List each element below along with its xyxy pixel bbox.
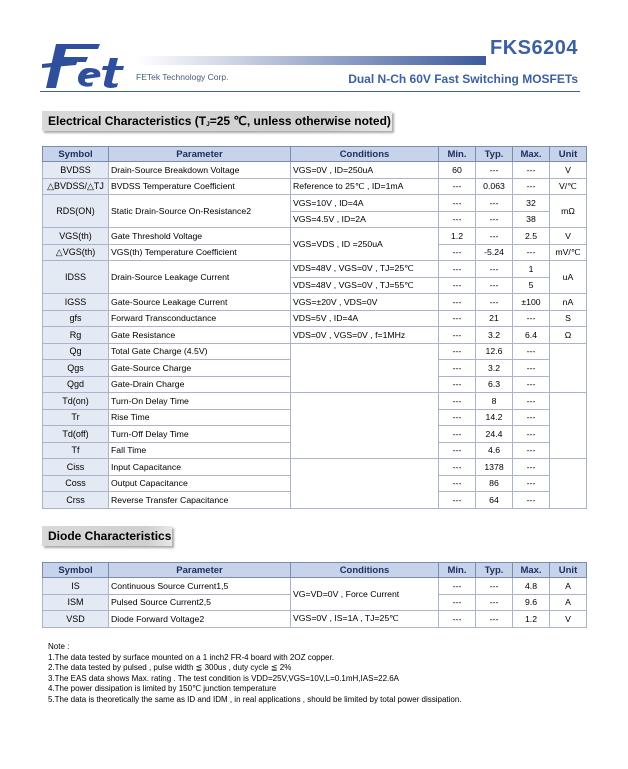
parameter-cell: VGS(th) Temperature Coefficient xyxy=(109,244,291,261)
condition-cell xyxy=(291,343,439,393)
symbol-cell: △BVDSS/△TJ xyxy=(43,178,109,195)
parameter-cell: Drain-Source Breakdown Voltage xyxy=(109,162,291,179)
max-cell: --- xyxy=(513,360,550,377)
column-header: Typ. xyxy=(476,563,513,578)
unit-cell: mΩ xyxy=(550,195,587,228)
parameter-cell: Static Drain-Source On-Resistance2 xyxy=(109,195,291,228)
column-header: Parameter xyxy=(109,563,291,578)
symbol-cell: Tr xyxy=(43,409,109,426)
diode-section-title: Diode Characteristics xyxy=(42,526,172,546)
min-cell: --- xyxy=(439,261,476,278)
typ-cell: --- xyxy=(476,195,513,212)
typ-cell: --- xyxy=(476,162,513,179)
max-cell: 5 xyxy=(513,277,550,294)
unit-cell: nA xyxy=(550,294,587,311)
symbol-cell: VGS(th) xyxy=(43,228,109,245)
symbol-cell: BVDSS xyxy=(43,162,109,179)
max-cell: --- xyxy=(513,393,550,410)
max-cell: --- xyxy=(513,492,550,509)
symbol-cell: Td(off) xyxy=(43,426,109,443)
symbol-cell: RDS(ON) xyxy=(43,195,109,228)
table-header-row xyxy=(43,147,587,162)
min-cell: --- xyxy=(439,376,476,393)
min-cell: --- xyxy=(439,211,476,228)
condition-cell: VGS=±20V , VDS=0V xyxy=(291,294,439,311)
note-item: 1.The data tested by surface mounted on a 1 inch2 FR-4 board with 2OZ copper. xyxy=(48,652,334,662)
diode-table xyxy=(42,562,587,628)
symbol-cell: ISM xyxy=(43,594,109,611)
min-cell: --- xyxy=(439,360,476,377)
condition-cell: VDS=48V , VGS=0V , TJ=55℃ xyxy=(291,277,439,294)
typ-cell: --- xyxy=(476,261,513,278)
symbol-cell: IDSS xyxy=(43,261,109,294)
parameter-cell: Gate Threshold Voltage xyxy=(109,228,291,245)
symbol-cell: IS xyxy=(43,578,109,595)
parameter-cell: Gate-Source Leakage Current xyxy=(109,294,291,311)
max-cell: --- xyxy=(513,409,550,426)
typ-cell: --- xyxy=(476,594,513,611)
parameter-cell: Drain-Source Leakage Current xyxy=(109,261,291,294)
unit-cell: V xyxy=(550,162,587,179)
unit-cell: A xyxy=(550,594,587,611)
table-row xyxy=(43,228,587,245)
parameter-cell: Gate-Source Charge xyxy=(109,360,291,377)
typ-cell: 1378 xyxy=(476,459,513,476)
min-cell: --- xyxy=(439,459,476,476)
parameter-cell: Diode Forward Voltage2 xyxy=(109,611,291,628)
document-subtitle: Dual N-Ch 60V Fast Switching MOSFETs xyxy=(348,72,578,86)
table-row xyxy=(43,578,587,595)
min-cell: --- xyxy=(439,578,476,595)
max-cell: --- xyxy=(513,426,550,443)
column-header: Symbol xyxy=(43,147,109,162)
min-cell: --- xyxy=(439,442,476,459)
electrical-section-title: Electrical Characteristics ($T_J=25$ ℃, unless otherwise noted) xyxy=(42,111,392,131)
unit-cell xyxy=(550,343,587,393)
parameter-cell: Input Capacitance xyxy=(109,459,291,476)
table-row xyxy=(43,459,587,476)
table-row xyxy=(43,393,587,410)
max-cell: ±100 xyxy=(513,294,550,311)
table-row xyxy=(43,195,587,212)
max-cell: 6.4 xyxy=(513,327,550,344)
condition-cell: VDS=5V , ID=4A xyxy=(291,310,439,327)
symbol-cell: IGSS xyxy=(43,294,109,311)
unit-cell: V xyxy=(550,228,587,245)
parameter-cell: BVDSS Temperature Coefficient xyxy=(109,178,291,195)
column-header: Conditions xyxy=(291,147,439,162)
min-cell: --- xyxy=(439,611,476,628)
max-cell: 32 xyxy=(513,195,550,212)
parameter-cell: Total Gate Charge (4.5V) xyxy=(109,343,291,360)
max-cell: 2.5 xyxy=(513,228,550,245)
column-header: Parameter xyxy=(109,147,291,162)
unit-cell xyxy=(550,459,587,509)
min-cell: --- xyxy=(439,475,476,492)
typ-cell: --- xyxy=(476,211,513,228)
symbol-cell: Coss xyxy=(43,475,109,492)
min-cell: 60 xyxy=(439,162,476,179)
max-cell: --- xyxy=(513,178,550,195)
column-header: Unit xyxy=(550,563,587,578)
symbol-cell: VSD xyxy=(43,611,109,628)
parameter-cell: Continuous Source Current1,5 xyxy=(109,578,291,595)
column-header: Min. xyxy=(439,147,476,162)
symbol-cell: Qgd xyxy=(43,376,109,393)
symbol-cell: gfs xyxy=(43,310,109,327)
min-cell: --- xyxy=(439,195,476,212)
unit-cell: Ω xyxy=(550,327,587,344)
electrical-table xyxy=(42,146,587,509)
max-cell: --- xyxy=(513,244,550,261)
part-number: FKS6204 xyxy=(490,37,578,59)
parameter-cell: Gate Resistance xyxy=(109,327,291,344)
unit-cell xyxy=(550,393,587,459)
column-header: Typ. xyxy=(476,147,513,162)
column-header: Unit xyxy=(550,147,587,162)
max-cell: --- xyxy=(513,310,550,327)
symbol-cell: △VGS(th) xyxy=(43,244,109,261)
notes-heading: Note : xyxy=(48,642,70,651)
symbol-cell: Ciss xyxy=(43,459,109,476)
max-cell: 4.8 xyxy=(513,578,550,595)
table-row xyxy=(43,343,587,360)
min-cell: --- xyxy=(439,343,476,360)
unit-cell: V xyxy=(550,611,587,628)
note-item: 2.The data tested by pulsed , pulse width ≦ 300us , duty cycle ≦ 2% xyxy=(48,663,292,673)
max-cell: 38 xyxy=(513,211,550,228)
table-row xyxy=(43,261,587,278)
symbol-cell: Td(on) xyxy=(43,393,109,410)
unit-cell: A xyxy=(550,578,587,595)
unit-cell: uA xyxy=(550,261,587,294)
unit-cell: V/℃ xyxy=(550,178,587,195)
min-cell: 1.2 xyxy=(439,228,476,245)
min-cell: --- xyxy=(439,594,476,611)
min-cell: --- xyxy=(439,294,476,311)
table-row xyxy=(43,294,587,311)
table-row xyxy=(43,310,587,327)
condition-cell: VGS=0V , IS=1A , TJ=25℃ xyxy=(291,611,439,628)
max-cell: --- xyxy=(513,343,550,360)
note-item: 4.The power dissipation is limited by 150℃ junction temperature xyxy=(48,684,277,694)
parameter-cell: Fall Time xyxy=(109,442,291,459)
max-cell: 1.2 xyxy=(513,611,550,628)
min-cell: --- xyxy=(439,178,476,195)
parameter-cell: Gate-Drain Charge xyxy=(109,376,291,393)
header-gradient-bar xyxy=(136,56,486,65)
typ-cell: 64 xyxy=(476,492,513,509)
typ-cell: --- xyxy=(476,294,513,311)
parameter-cell: Reverse Transfer Capacitance xyxy=(109,492,291,509)
column-header: Max. xyxy=(513,147,550,162)
condition-cell: VGS=10V , ID=4A xyxy=(291,195,439,212)
notes-block xyxy=(48,642,462,706)
max-cell: --- xyxy=(513,442,550,459)
symbol-cell: Tf xyxy=(43,442,109,459)
table-header-row xyxy=(43,563,587,578)
typ-cell: -5.24 xyxy=(476,244,513,261)
column-header: Symbol xyxy=(43,563,109,578)
condition-cell xyxy=(291,459,439,509)
symbol-cell: Crss xyxy=(43,492,109,509)
condition-cell: VDS=48V , VGS=0V , TJ=25℃ xyxy=(291,261,439,278)
min-cell: --- xyxy=(439,244,476,261)
header-divider xyxy=(40,91,580,92)
column-header: Min. xyxy=(439,563,476,578)
condition-cell: Reference to 25℃ , ID=1mA xyxy=(291,178,439,195)
max-cell: 9.6 xyxy=(513,594,550,611)
typ-cell: 86 xyxy=(476,475,513,492)
condition-cell: VGS=0V , ID=250uA xyxy=(291,162,439,179)
condition-cell: VGS=VDS , ID =250uA xyxy=(291,228,439,261)
typ-cell: 12.6 xyxy=(476,343,513,360)
typ-cell: 8 xyxy=(476,393,513,410)
min-cell: --- xyxy=(439,310,476,327)
typ-cell: --- xyxy=(476,578,513,595)
symbol-cell: Qgs xyxy=(43,360,109,377)
company-name: FETek Technology Corp. xyxy=(136,72,229,82)
typ-cell: 3.2 xyxy=(476,327,513,344)
symbol-cell: Rg xyxy=(43,327,109,344)
parameter-cell: Output Capacitance xyxy=(109,475,291,492)
table-row xyxy=(43,162,587,179)
min-cell: --- xyxy=(439,492,476,509)
typ-cell: --- xyxy=(476,228,513,245)
table-row xyxy=(43,327,587,344)
parameter-cell: Rise Time xyxy=(109,409,291,426)
max-cell: --- xyxy=(513,376,550,393)
max-cell: --- xyxy=(513,162,550,179)
unit-cell: S xyxy=(550,310,587,327)
typ-cell: 21 xyxy=(476,310,513,327)
column-header: Conditions xyxy=(291,563,439,578)
min-cell: --- xyxy=(439,409,476,426)
typ-cell: 14.2 xyxy=(476,409,513,426)
parameter-cell: Forward Transconductance xyxy=(109,310,291,327)
table-row xyxy=(43,611,587,628)
condition-cell xyxy=(291,393,439,459)
max-cell: 1 xyxy=(513,261,550,278)
min-cell: --- xyxy=(439,327,476,344)
max-cell: --- xyxy=(513,459,550,476)
typ-cell: 0.063 xyxy=(476,178,513,195)
column-header: Max. xyxy=(513,563,550,578)
company-logo xyxy=(38,38,138,94)
typ-cell: 24.4 xyxy=(476,426,513,443)
typ-cell: --- xyxy=(476,277,513,294)
unit-cell: mV/℃ xyxy=(550,244,587,261)
max-cell: --- xyxy=(513,475,550,492)
condition-cell: VDS=0V , VGS=0V , f=1MHz xyxy=(291,327,439,344)
condition-cell: VG=VD=0V , Force Current xyxy=(291,578,439,611)
min-cell: --- xyxy=(439,393,476,410)
parameter-cell: Turn-Off Delay Time xyxy=(109,426,291,443)
symbol-cell: Qg xyxy=(43,343,109,360)
table-row xyxy=(43,178,587,195)
parameter-cell: Pulsed Source Current2,5 xyxy=(109,594,291,611)
typ-cell: 3.2 xyxy=(476,360,513,377)
min-cell: --- xyxy=(439,426,476,443)
typ-cell: 4.6 xyxy=(476,442,513,459)
note-item: 3.The EAS data shows Max. rating . The test condition is VDD=25V,VGS=10V,L=0.1mH,IAS=22.6A xyxy=(48,673,400,683)
note-item: 5.The data is theoretically the same as ID and IDM , in real applications , should be limited by total power dissipation. xyxy=(48,694,462,704)
typ-cell: --- xyxy=(476,611,513,628)
min-cell: --- xyxy=(439,277,476,294)
condition-cell: VGS=4.5V , ID=2A xyxy=(291,211,439,228)
parameter-cell: Turn-On Delay Time xyxy=(109,393,291,410)
typ-cell: 6.3 xyxy=(476,376,513,393)
